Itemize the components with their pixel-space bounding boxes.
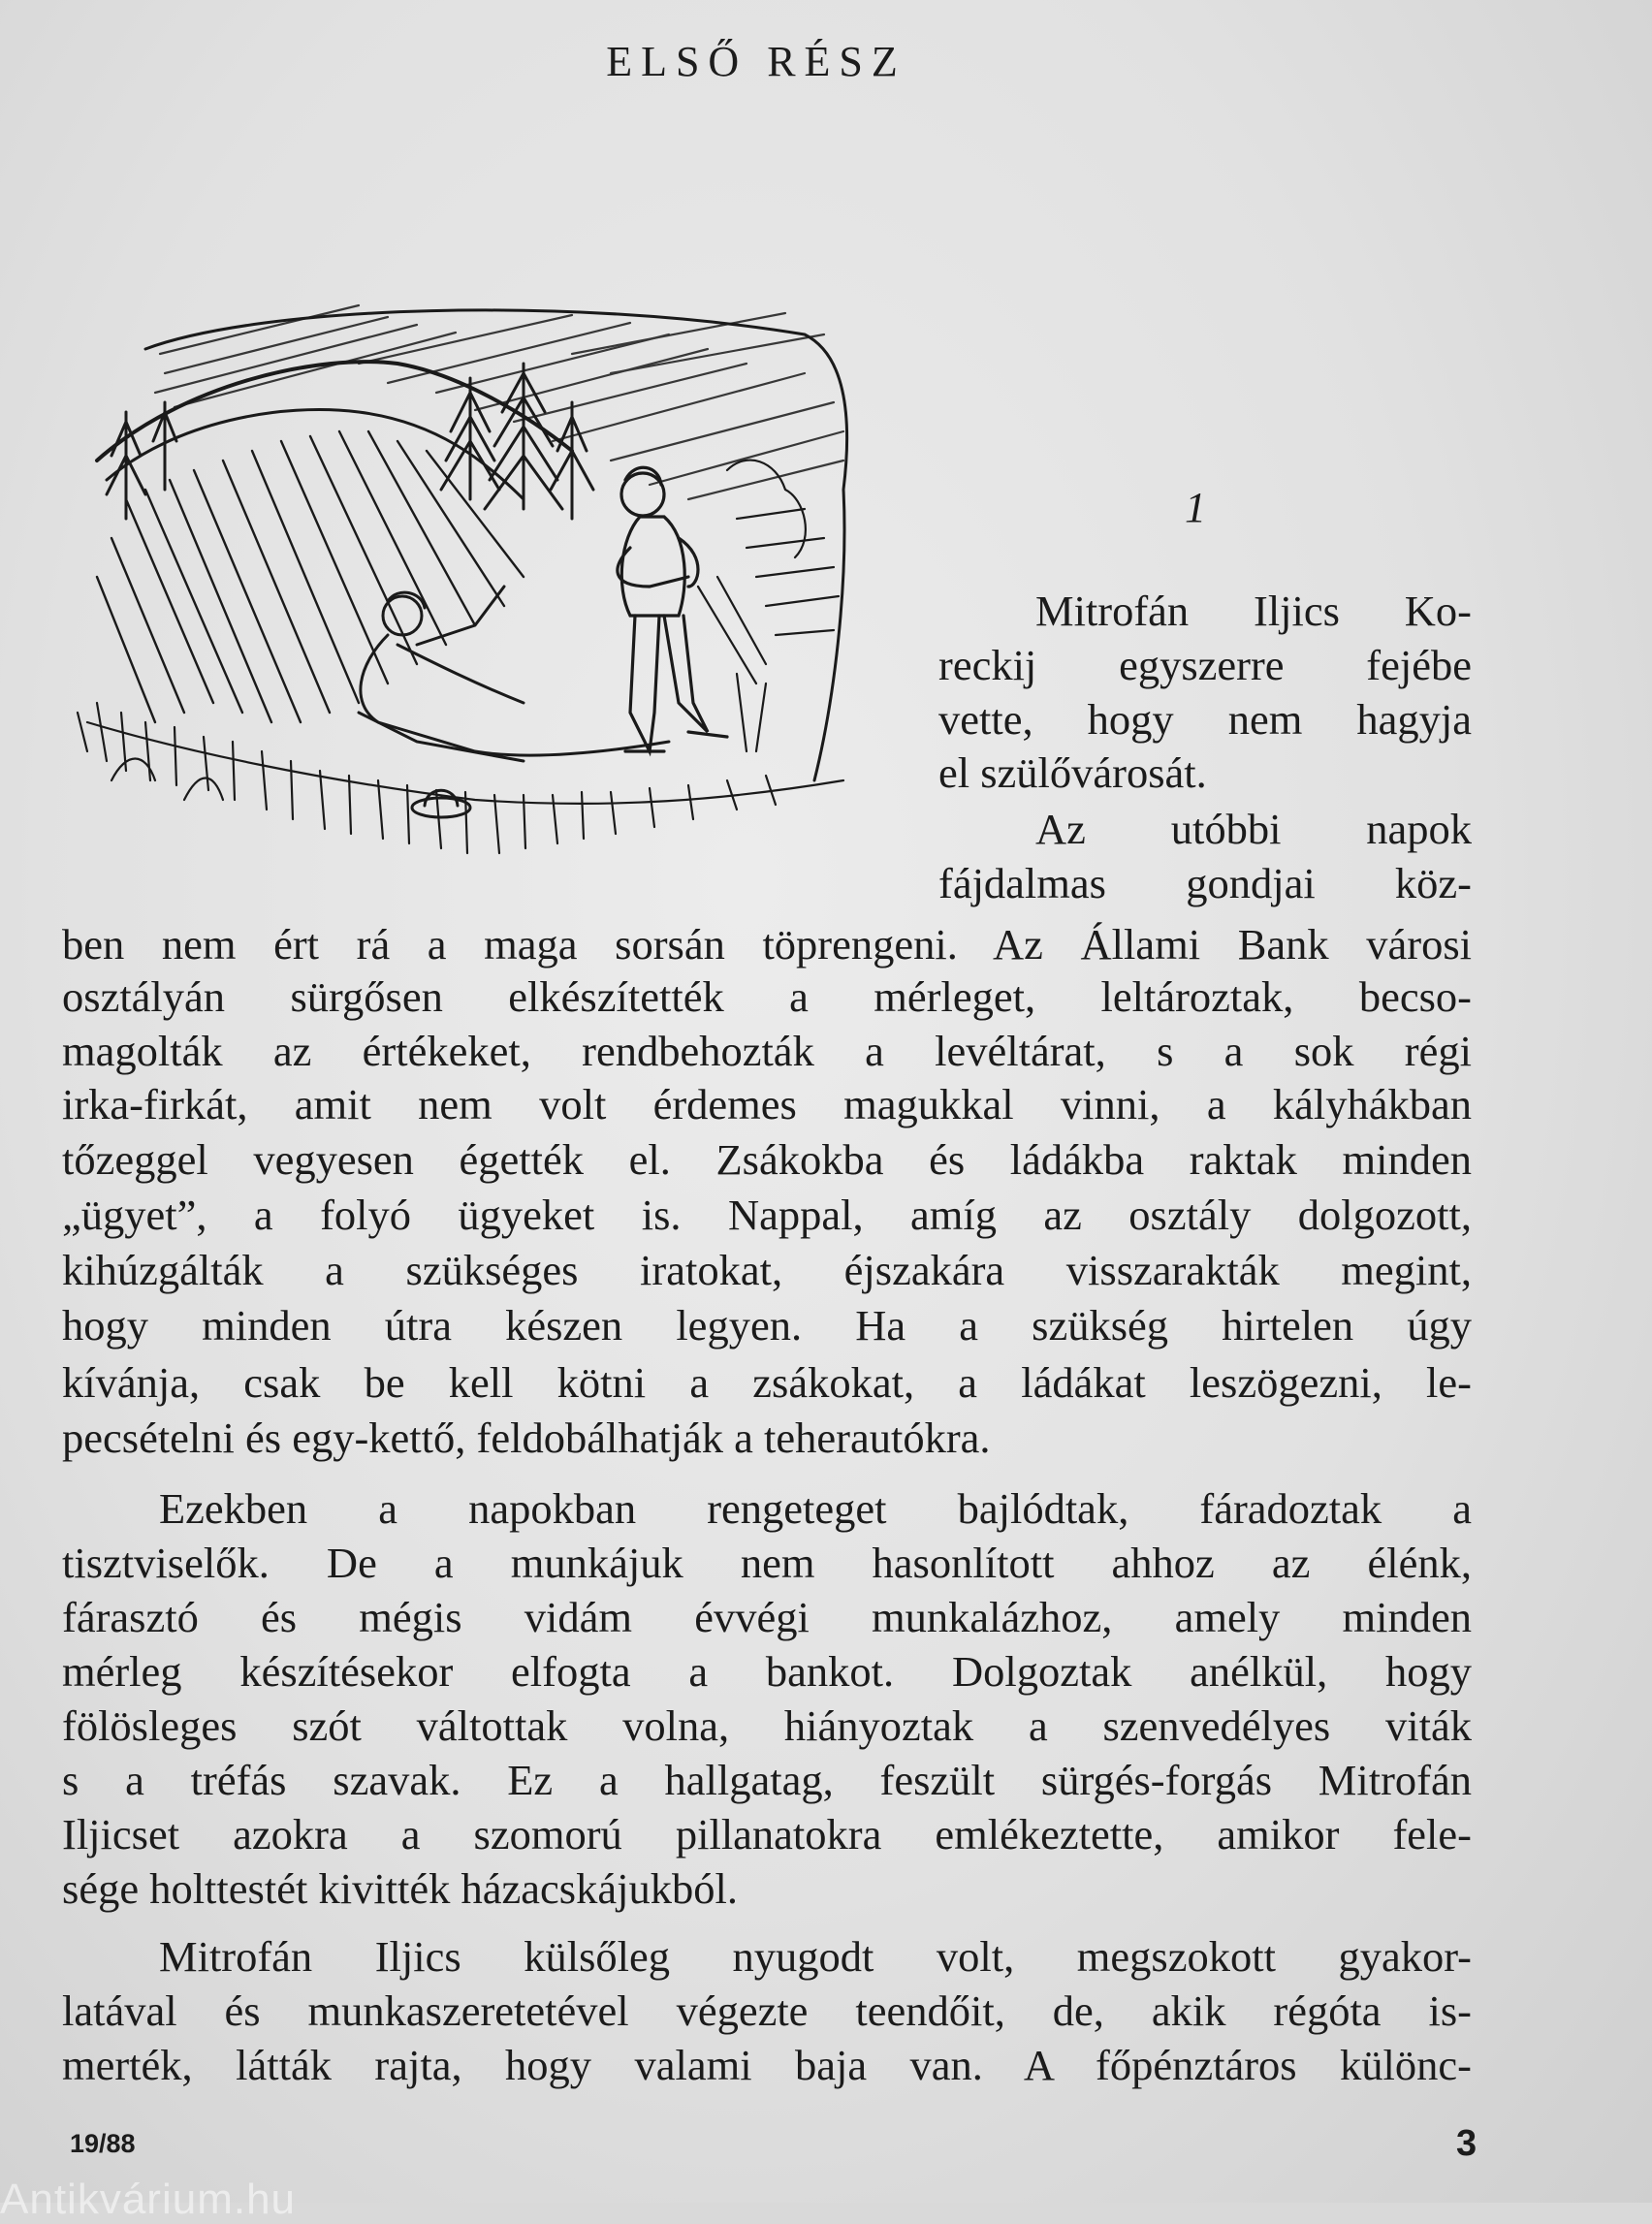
text-line: „ügyet”, a folyó ügyeket is. Nappal, amíg az osztály dolgozott, <box>62 1191 1472 1239</box>
text-line: vette, hogy nem hagyja <box>938 695 1472 744</box>
text-line: fárasztó és mégis vidám évvégi munkalázhoz, amely minden <box>62 1593 1472 1641</box>
text-line: osztályán sürgősen elkészítették a mérleget, leltároztak, becso- <box>62 972 1472 1021</box>
text-line: irka-firkát, amit nem volt érdemes magukkal vinni, a kályhákban <box>62 1080 1472 1128</box>
text-line: Mitrofán Iljics Ko- <box>1035 587 1472 635</box>
printer-signature-mark: 19/88 <box>70 2129 136 2158</box>
text-line: Az utóbbi napok <box>1035 805 1472 853</box>
text-line: Ezekben a napokban rengeteget bajlódtak, fáradoztak a <box>159 1484 1472 1533</box>
text-line: Mitrofán Iljics külsőleg nyugodt volt, megszokott gyakor- <box>159 1932 1472 1981</box>
text-line: kihúzgálták a szükséges iratokat, éjszakára visszarakták megint, <box>62 1246 1472 1294</box>
watermark: Antikvárium.hu <box>0 2176 297 2223</box>
text-line: pecsételni és egy-kettő, feldobálhatják a teherautókra. <box>62 1414 991 1462</box>
text-line: ben nem ért rá a maga sorsán töprengeni. Az Állami Bank városi <box>62 920 1472 969</box>
text-line: Iljicset azokra a szomorú pillanatokra emlékeztette, amikor fele- <box>62 1810 1472 1859</box>
text-line: merték, látták rajta, hogy valami baja van. A főpénztáros különc- <box>62 2041 1472 2089</box>
text-line: mérleg készítésekor elfogta a bankot. Dolgoztak anélkül, hogy <box>62 1647 1472 1696</box>
chapter-number: 1 <box>1185 484 1206 531</box>
page-number: 3 <box>1456 2123 1477 2164</box>
woodcut-illustration <box>68 296 863 868</box>
text-line: reckij egyszerre fejébe <box>938 641 1472 689</box>
text-line: magolták az értékeket, rendbehozták a levéltárat, s a sok régi <box>62 1027 1472 1075</box>
text-line: tisztviselők. De a munkájuk nem hasonlított ahhoz az élénk, <box>62 1539 1472 1587</box>
text-line: el szülővárosát. <box>938 748 1207 797</box>
text-line: tőzeggel vegyesen égették el. Zsákokba és ládákba raktak minden <box>62 1135 1472 1184</box>
part-title: ELSŐ RÉSZ <box>606 38 906 85</box>
text-line: fájdalmas gondjai köz- <box>938 859 1472 907</box>
text-line: sége holttestét kivitték házacskájukból. <box>62 1864 738 1913</box>
text-line: s a tréfás szavak. Ez a hallgatag, feszült sürgés-forgás Mitrofán <box>62 1756 1472 1804</box>
text-line: hogy minden útra készen legyen. Ha a szükség hirtelen úgy <box>62 1301 1472 1350</box>
text-line: fölösleges szót váltottak volna, hiányoztak a szenvedélyes viták <box>62 1701 1472 1750</box>
text-line: kívánja, csak be kell kötni a zsákokat, a ládákat leszögezni, le- <box>62 1358 1472 1407</box>
text-line: latával és munkaszeretetével végezte teendőit, de, akik régóta is- <box>62 1986 1472 2035</box>
